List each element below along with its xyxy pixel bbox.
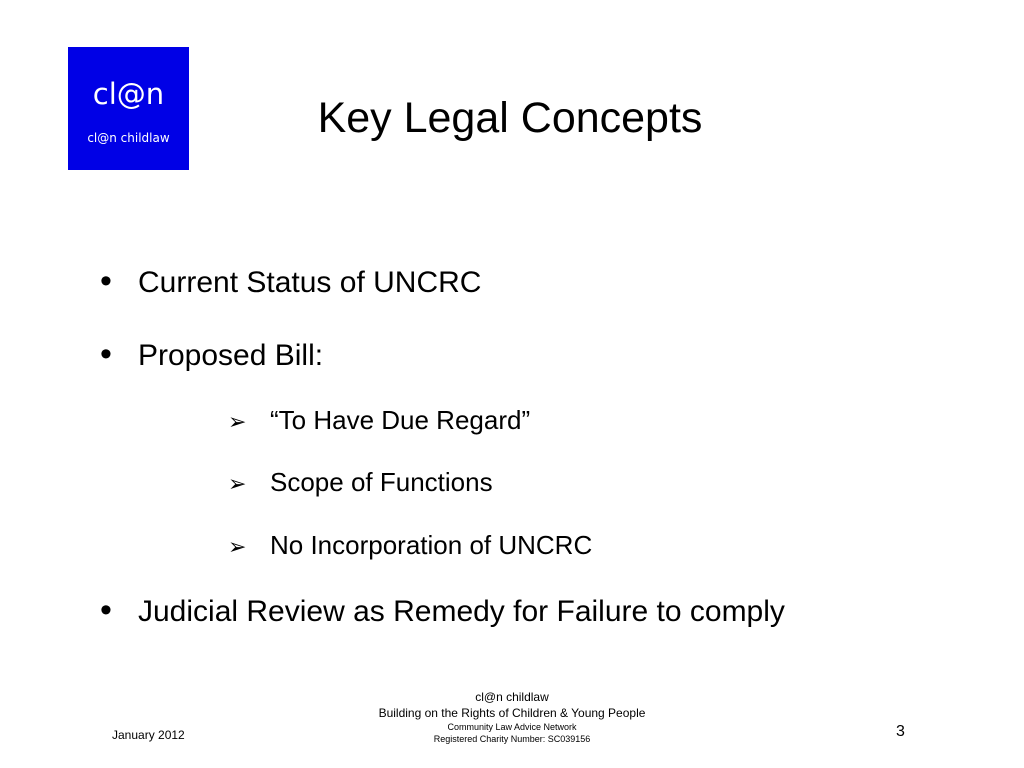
bullet-text: Proposed Bill: bbox=[138, 339, 324, 372]
footer-network: Community Law Advice Network bbox=[447, 722, 577, 732]
bullet-item bbox=[100, 591, 785, 631]
footer-organization-block bbox=[330, 689, 694, 745]
bullet-text: Judicial Review as Remedy for Failure to comply bbox=[138, 595, 785, 628]
bullet-item bbox=[100, 335, 323, 375]
sub-bullet-item bbox=[228, 465, 493, 502]
sub-bullet-text: Scope of Functions bbox=[270, 467, 493, 497]
slide-number: 3 bbox=[896, 723, 905, 740]
sub-bullet-item bbox=[228, 528, 592, 565]
footer-org-name: cl@n childlaw bbox=[475, 690, 549, 704]
bullet-marker: • bbox=[100, 262, 112, 300]
bullet-marker: • bbox=[100, 591, 112, 629]
slide-title: Key Legal Concepts bbox=[317, 94, 703, 142]
bullet-item bbox=[100, 262, 481, 302]
bullet-marker: • bbox=[100, 335, 112, 373]
sub-bullet-text: No Incorporation of UNCRC bbox=[270, 530, 593, 560]
arrow-bullet-icon: ➢ bbox=[228, 472, 247, 497]
bullet-text: Current Status of UNCRC bbox=[138, 266, 482, 299]
clan-logo bbox=[68, 47, 189, 170]
sub-bullet-text: “To Have Due Regard” bbox=[270, 405, 531, 435]
arrow-bullet-icon: ➢ bbox=[228, 410, 247, 435]
arrow-bullet-icon: ➢ bbox=[228, 535, 247, 560]
logo-sub-text: cl@n childlaw bbox=[87, 131, 170, 145]
sub-bullet-item bbox=[228, 403, 530, 440]
footer-date: January 2012 bbox=[112, 728, 185, 742]
logo-main-text: cl@n bbox=[92, 77, 165, 111]
footer-tagline: Building on the Rights of Children & Young People bbox=[378, 706, 646, 720]
footer-charity-number: Registered Charity Number: SC039156 bbox=[433, 734, 591, 744]
